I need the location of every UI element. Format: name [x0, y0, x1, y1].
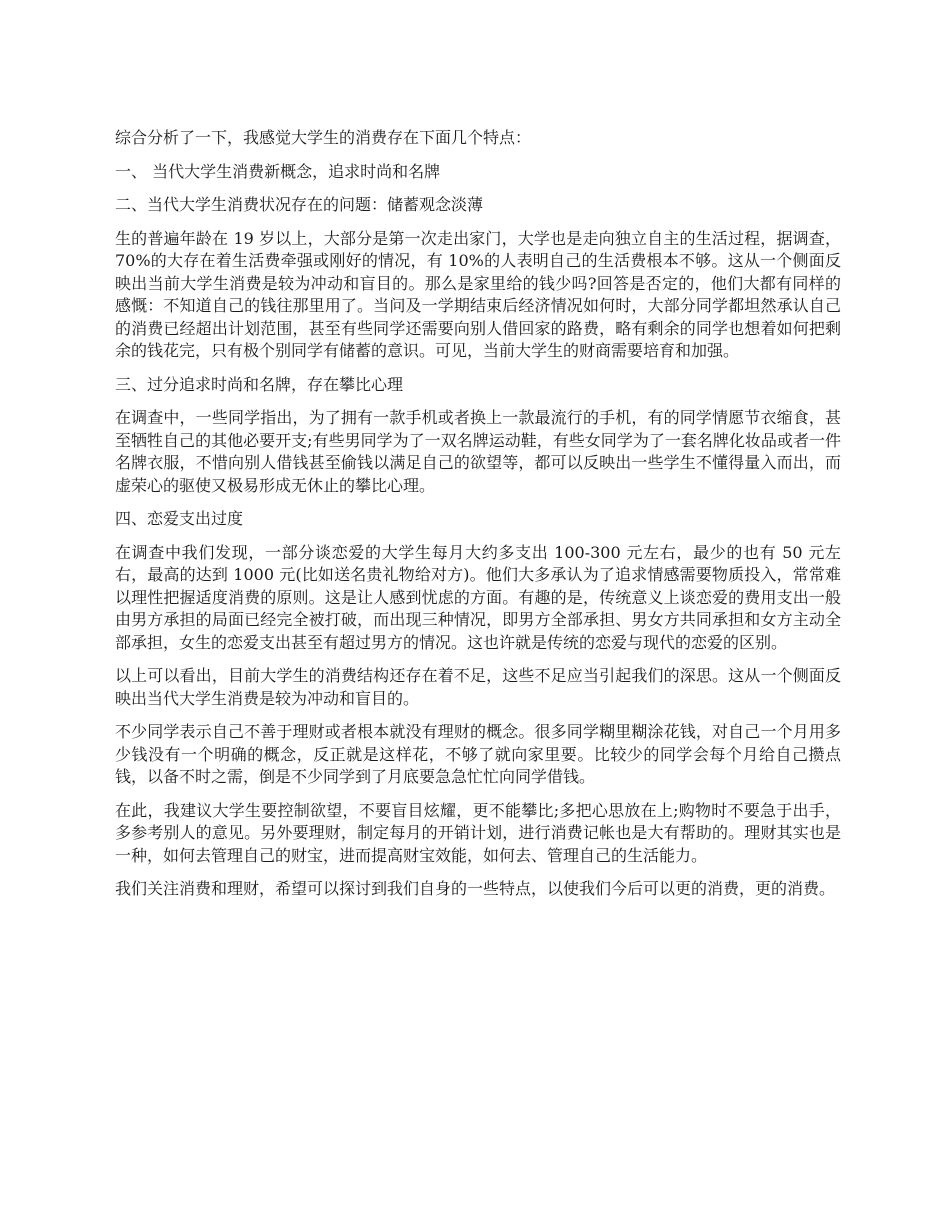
- savings-paragraph: 生的普遍年龄在 19 岁以上，大部分是第一次走出家门，大学也是走向独立自主的生活过程，据调查，70%的大存在着生活费牵强或刚好的情况，有 10%的人表明自己的生活费根本不够。这从一个侧面反映出当前大学生消费是较为冲动和盲目的。那么是家里给的钱少吗?回答是否定的，他们大都有同样的感慨：不知道自己的钱往那里用了。当问及一学期结束后经济情况如何时，大部分同学都坦然承认自己的消费已经超出计划范围，甚至有些同学还需要向别人借回家的路费，略有剩余的同学也想着如何把剩余的钱花完，只有极个别同学有储蓄的意识。可见，当前大学生的财商需要培育和加强。: [115, 228, 841, 360]
- heading-1: 一、 当代大学生消费新概念，追求时尚和名牌: [115, 161, 441, 181]
- summary-paragraph: 以上可以看出，目前大学生的消费结构还存在着不足，这些不足应当引起我们的深思。这从一个侧面反映出当代大学生消费是较为冲动和盲目的。: [115, 666, 841, 708]
- intro-paragraph: 综合分析了一下，我感觉大学生的消费存在下面几个特点：: [115, 128, 532, 147]
- closing-paragraph: 我们关注消费和理财，希望可以探讨到我们自身的一些特点，以使我们今后可以更的消费，更的消费。: [115, 879, 836, 898]
- romance-paragraph: 在调查中我们发现，一部分谈恋爱的大学生每月大约多支出 100-300 元左右，最少的也有 50 元左右，最高的达到 1000 元(比如送名贵礼物给对方)。他们大多承认为了追求情感需要物质投入，常常难以理性把握适度消费的原则。这是让人感到忧虑的方面。有趣的是，传统意义上谈恋爱的费用支出一般由男方承担的局面已经完全被打破，而出现三种情况，即男方全部承担、男女方共同承担和女方主动全部承担，女生的恋爱支出甚至有超过男方的情况。这也许就是传统的恋爱与现代的恋爱的区别。: [115, 542, 841, 652]
- fashion-paragraph: 在调查中，一些同学指出，为了拥有一款手机或者换上一款最流行的手机，有的同学情愿节衣缩食，甚至牺牲自己的其他必要开支;有些男同学为了一双名牌运动鞋，有些女同学为了一套名牌化妆品或者一件名牌衣服，不惜向别人借钱甚至偷钱以满足自己的欲望等，都可以反映出一些学生不懂得量入而出，而虚荣心的驱使又极易形成无休止的攀比心理。: [115, 408, 841, 495]
- heading-3: 三、过分追求时尚和名牌，存在攀比心理: [115, 374, 404, 394]
- heading-4: 四、恋爱支出过度: [115, 509, 244, 528]
- heading-2: 二、当代大学生消费状况存在的问题：储蓄观念淡薄: [115, 195, 484, 214]
- advice-paragraph: 在此，我建议大学生要控制欲望，不要盲目炫耀，更不能攀比;多把心思放在上;购物时不要急于出手，多参考别人的意见。另外要理财，制定每月的开销计划，进行消费记帐也是大有帮助的。理财其实也是一种，如何去管理自己的财宝，进而提高财宝效能，如何去、管理自己的生活能力。: [115, 800, 841, 865]
- document-body: [115, 127, 841, 912]
- finance-paragraph: 不少同学表示自己不善于理财或者根本就没有理财的概念。很多同学糊里糊涂花钱，对自己一个月用多少钱没有一个明确的概念，反正就是这样花，不够了就向家里要。比较少的同学会每个月给自己攒点钱，以备不时之需，倒是不少同学到了月底要急急忙忙向同学借钱。: [115, 722, 841, 786]
